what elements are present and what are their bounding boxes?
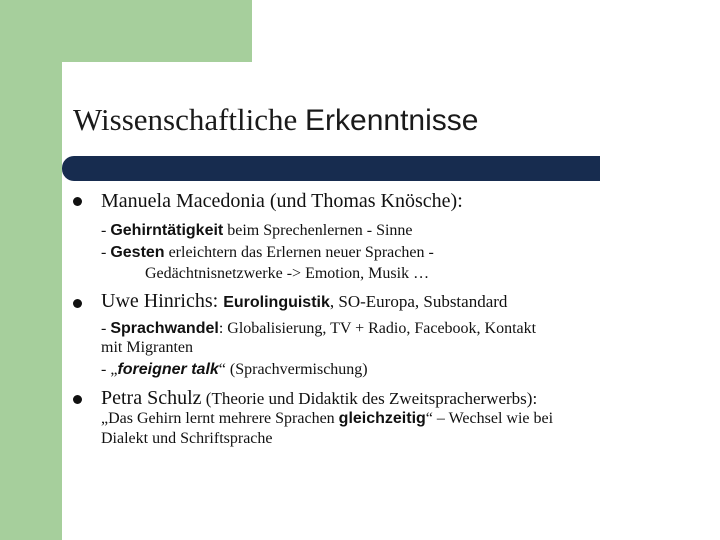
bullet-icon xyxy=(73,299,82,308)
line-text: “ (Sprachvermischung) xyxy=(218,361,368,378)
line-text: : Globalisierung, TV + Radio, Facebook, Kontakt xyxy=(218,320,537,337)
bullet-icon xyxy=(73,395,82,404)
item-3-line-1 xyxy=(101,409,553,428)
line-text: beim Sprechenlernen - Sinne xyxy=(223,222,413,239)
decorative-green-bar-left xyxy=(0,0,62,540)
line-prefix: - xyxy=(101,320,111,337)
line-emphasis: foreigner talk xyxy=(117,361,219,378)
line-emphasis: gleichzeitig xyxy=(338,410,426,427)
line-emphasis: Sprachwandel xyxy=(110,320,219,337)
bullet-icon xyxy=(73,197,82,206)
item-2-line-1 xyxy=(101,319,536,338)
title-part-2: Erkenntnisse xyxy=(305,104,479,137)
line-text: erleichtern das Erlernen neuer Sprachen - xyxy=(164,244,434,261)
item-3-rest: (Theorie und Didaktik des Zweitspracherwerbs): xyxy=(201,389,538,408)
item-1-line-3 xyxy=(145,264,429,283)
title-part-1: Wissenschaftliche xyxy=(73,102,306,137)
line-emphasis: Gesten xyxy=(110,244,165,261)
item-2-line-2 xyxy=(101,338,193,357)
line-prefix: - xyxy=(101,222,111,239)
line-text: mit Migranten xyxy=(101,339,193,356)
item-2-line-3 xyxy=(101,360,368,379)
item-2-name: Uwe Hinrichs xyxy=(101,290,213,312)
item-2-emphasis: Eurolinguistik xyxy=(223,294,330,311)
item-1-line-1 xyxy=(101,221,413,240)
line-prefix: - xyxy=(101,244,111,261)
line-text: “ – Wechsel wie bei xyxy=(425,410,554,427)
line-text: Gedächtnisnetzwerke -> Emotion, Musik … xyxy=(145,265,430,282)
title-divider-bar xyxy=(62,156,600,181)
slide-title xyxy=(73,100,478,141)
item-1-heading xyxy=(101,189,463,213)
line-emphasis: Gehirntätigkeit xyxy=(110,222,224,239)
item-1-name: Manuela Macedonia xyxy=(101,190,265,212)
line-text: Dialekt und Schriftsprache xyxy=(101,430,273,447)
item-2-colon: : xyxy=(212,290,224,312)
item-1-rest: (und Thomas Knösche): xyxy=(264,190,463,212)
item-1-line-2 xyxy=(101,243,434,262)
item-3-line-2 xyxy=(101,429,273,448)
line-prefix: „Das Gehirn lernt mehrere Sprachen xyxy=(101,410,339,427)
item-3-heading xyxy=(101,386,537,411)
item-3-name: Petra Schulz xyxy=(101,387,202,409)
line-prefix: - „ xyxy=(101,361,118,378)
item-2-rest: , SO-Europa, Substandard xyxy=(329,292,508,311)
item-2-heading xyxy=(101,289,507,315)
